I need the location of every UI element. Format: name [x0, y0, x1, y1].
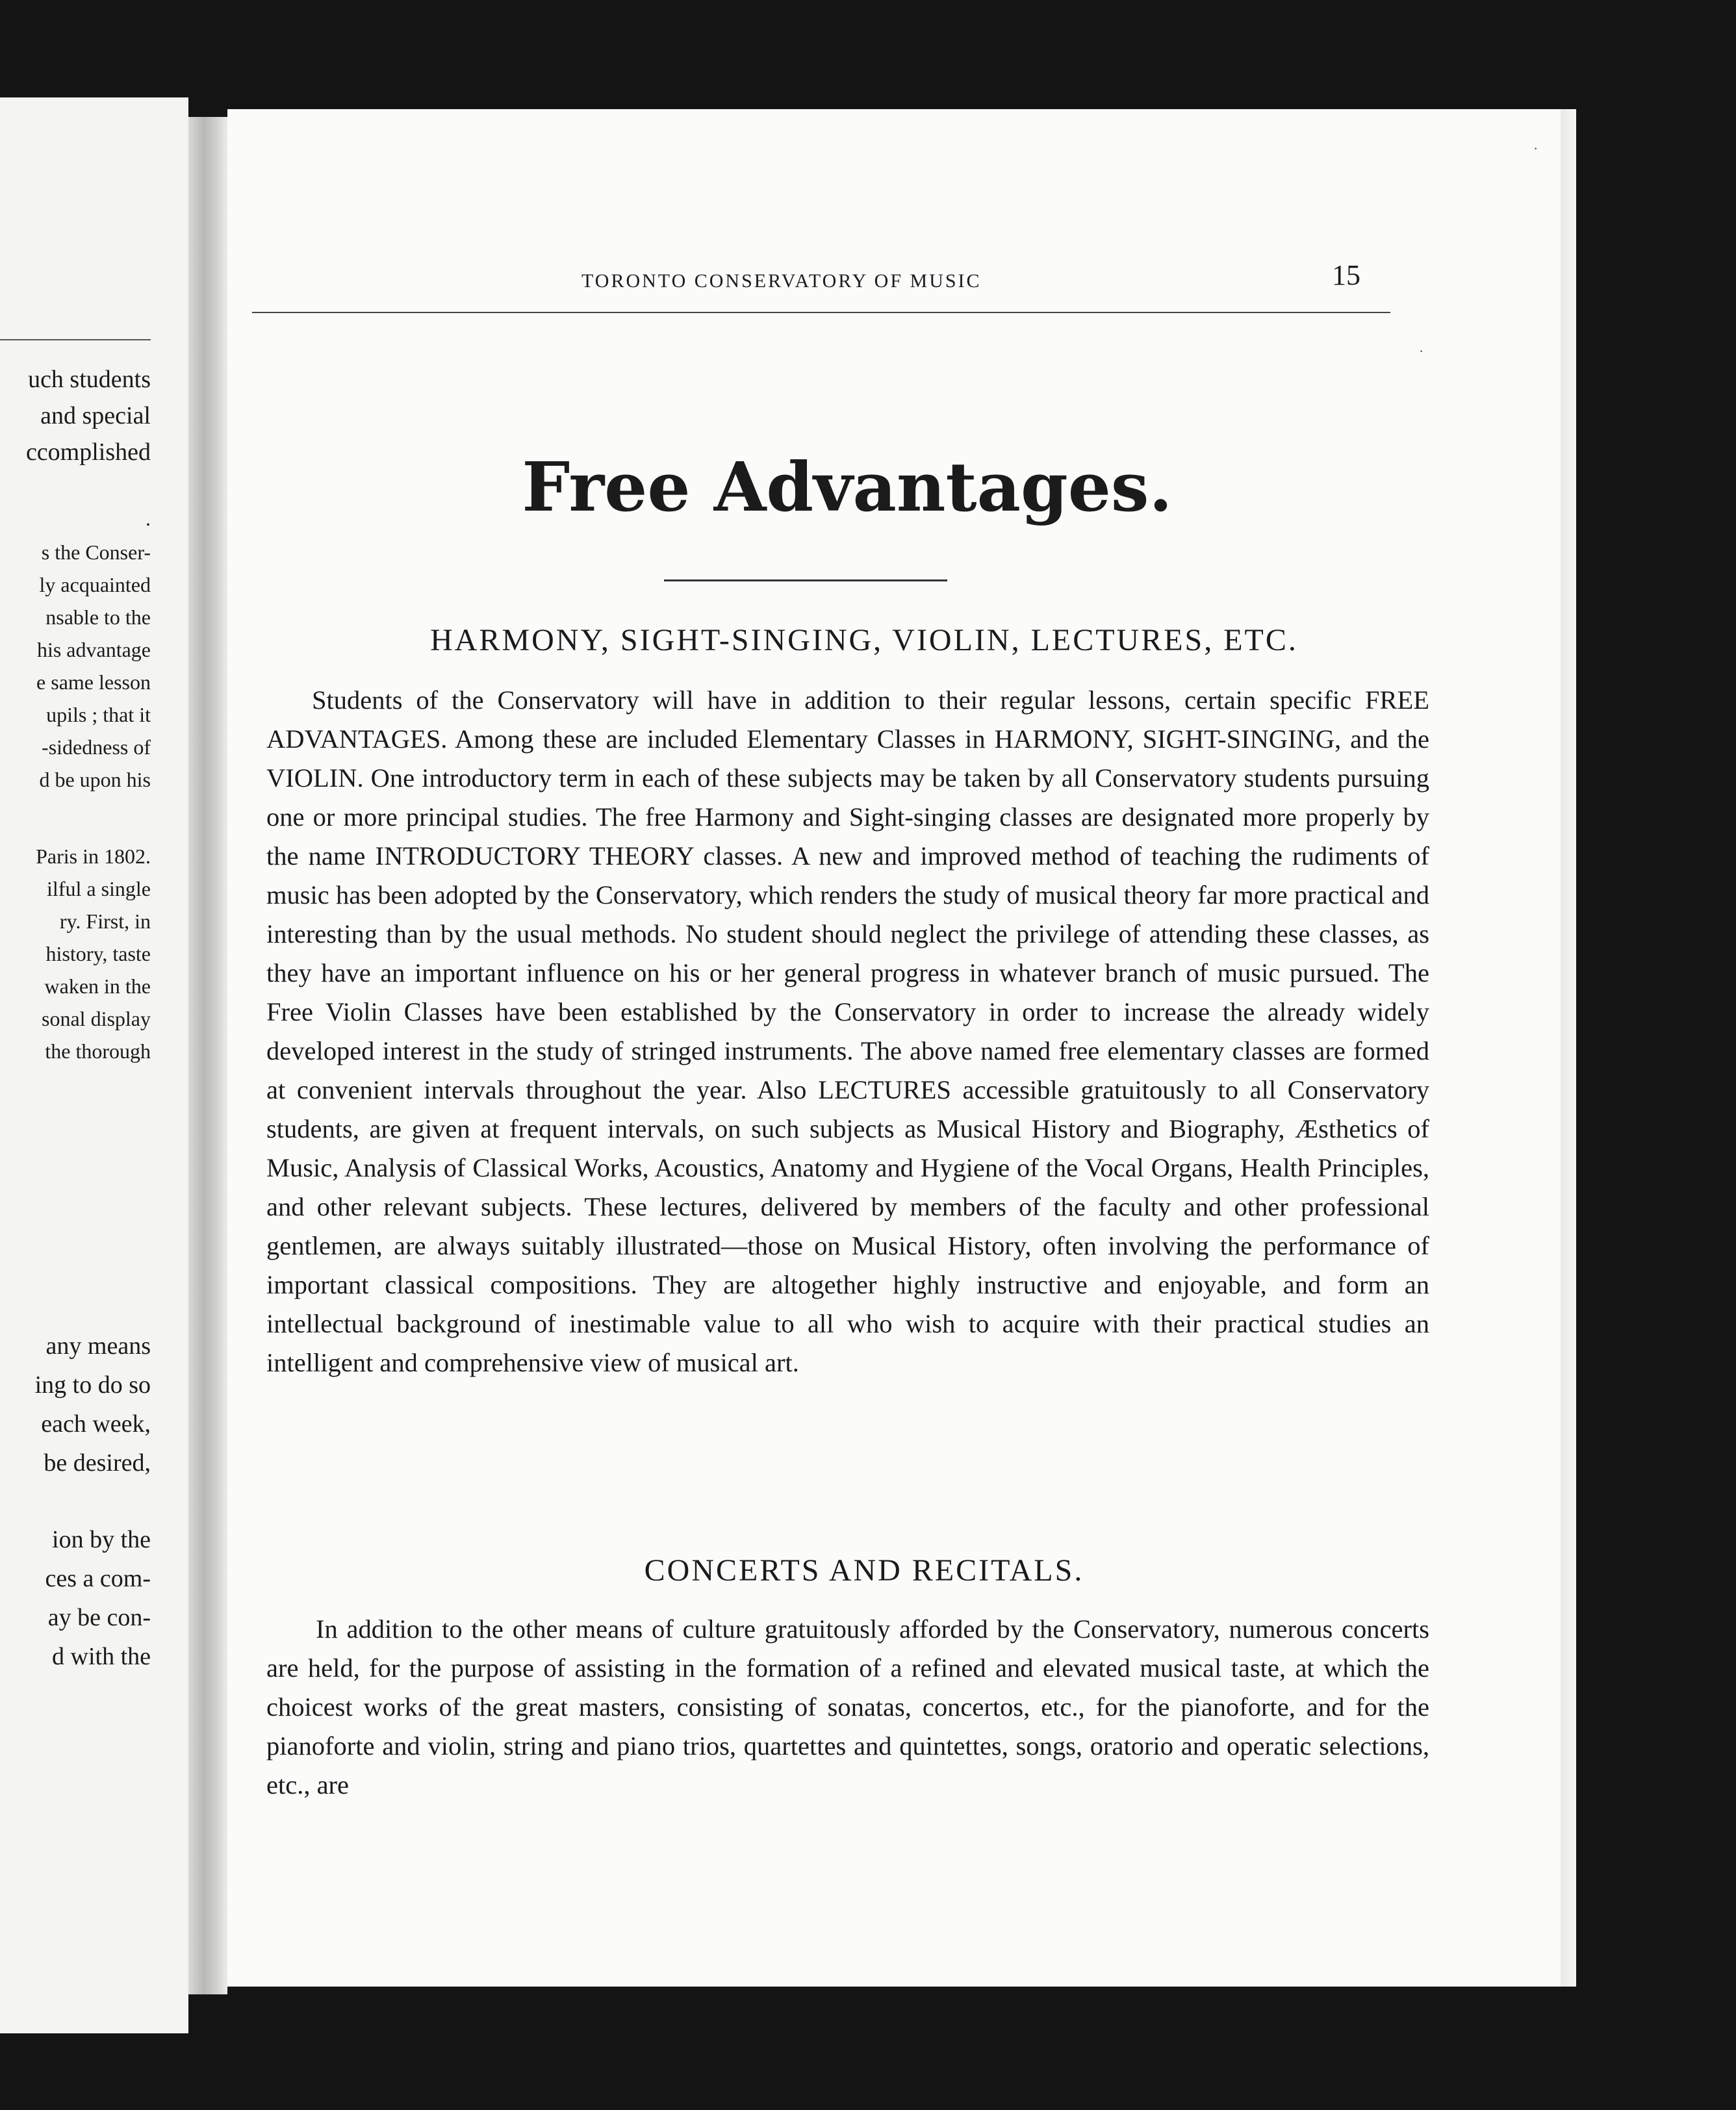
- left-page-fragment: s the Conser-: [41, 540, 151, 564]
- left-page-fragment: ly acquainted: [39, 573, 151, 596]
- left-page-fragment: ry. First, in: [59, 909, 151, 933]
- body-paragraph-free-advantages: Students of the Conservatory will have in addition to their regular lessons, certain specific FREE ADVANTAGES. Among these are included Elementary Classes in HARMONY, SIGHT-SINGING, and the VIOLIN. One introductory term in each of these subjects may be taken by all Conservatory students pursuing one or more principal studies. The free Harmony and Sight-singing classes are designated more properly by the name INTRODUCTORY THEORY classes. A new and improved method of teaching the rudiments of music has been adopted by the Conservatory, which renders the study of musical theory far more practical and interesting than by the usual methods. No student should neglect the privilege of attending these classes, as they have an important influence on his or her general progress in whatever branch of music pursued. The Free Violin Classes have been established by the Conservatory in order to increase the already widely developed interest in the study of stringed instruments. The above named free elementary classes are formed at convenient intervals throughout the year. Also LECTURES accessible gratuitously to all Conservatory students, are given at frequent intervals, on such subjects as Musical History and Biography, Æsthetics of Music, Analysis of Classical Works, Acoustics, Anatomy and Hygiene of the Vocal Organs, Health Principles, and other relevant subjects. These lectures, delivered by members of the faculty and other professional gentlemen, are always suitably illustrated—those on Musical History, often involving the performance of important classical compositions. They are altogether highly instructive and enjoyable, and form an intellectual background of inestimable value to all who wish to acquire with their practical studies an intelligent and comprehensive view of musical art.: [266, 685, 1429, 1377]
- left-page-fragment: -sidedness of: [42, 735, 151, 759]
- left-page-fragment: sonal display: [42, 1007, 151, 1030]
- left-page-fragment: his advantage: [36, 638, 151, 661]
- left-page-fragment: ion by the: [52, 1526, 151, 1553]
- left-page-fragment: e same lesson: [36, 670, 151, 694]
- scan-speck: ·: [1533, 140, 1538, 157]
- left-page-fragment: Paris in 1802.: [36, 845, 151, 868]
- left-page-fragment: upils ; that it: [46, 703, 151, 726]
- left-page-fragment: .: [146, 507, 151, 530]
- left-page-fragment: history, taste: [45, 942, 151, 965]
- book-gutter-shadow: [188, 117, 227, 1994]
- left-page-fragment: ing to do so: [34, 1371, 151, 1399]
- page-title: Free Advantages.: [522, 447, 1173, 527]
- left-page-fragment: ay be con-: [47, 1604, 151, 1631]
- left-page-fragment: waken in the: [44, 974, 151, 998]
- left-page-fragment: the thorough: [45, 1039, 151, 1063]
- left-page-fragment: and special: [40, 402, 151, 429]
- body-paragraph-concerts: In addition to the other means of culture gratuitously afforded by the Conservatory, numerous concerts are held, for the purpose of assisting in the formation of a refined and elevated musical taste, at which the choicest works of the great masters, consisting of sonatas, concertos, etc., for the pianoforte, and for the pianoforte and violin, string and piano trios, quartettes and quintettes, songs, oratorio and operatic selections, etc., are: [266, 1614, 1429, 1799]
- section-heading-concerts: CONCERTS AND RECITALS.: [644, 1553, 1084, 1588]
- title-rule: [664, 579, 947, 581]
- left-page-fragment: ccomplished: [25, 439, 151, 466]
- left-page-fragment: each week,: [41, 1410, 151, 1438]
- left-page-fragment: be desired,: [44, 1449, 151, 1477]
- left-page-fragment: uch students: [28, 366, 151, 393]
- header-rule: [252, 312, 1390, 313]
- left-page-fragment: ces a com-: [45, 1565, 151, 1592]
- left-page-fragment: nsable to the: [45, 605, 151, 629]
- left-page-fragment: any means: [45, 1332, 151, 1360]
- scan-speck: ·: [1419, 343, 1424, 359]
- left-page-fragment: ilful a single: [47, 877, 151, 900]
- facing-left-page: [0, 97, 188, 2033]
- left-page-rule: [0, 339, 151, 340]
- left-page-fragment: d with the: [52, 1643, 151, 1670]
- page-number: 15: [1332, 259, 1360, 291]
- left-page-fragment: d be upon his: [39, 768, 151, 791]
- right-page: [227, 109, 1561, 1987]
- section-heading-harmony: HARMONY, SIGHT-SINGING, VIOLIN, LECTURES, ETC.: [430, 623, 1298, 657]
- page-edge: [1561, 109, 1576, 1987]
- running-head: TORONTO CONSERVATORY OF MUSIC: [581, 270, 982, 292]
